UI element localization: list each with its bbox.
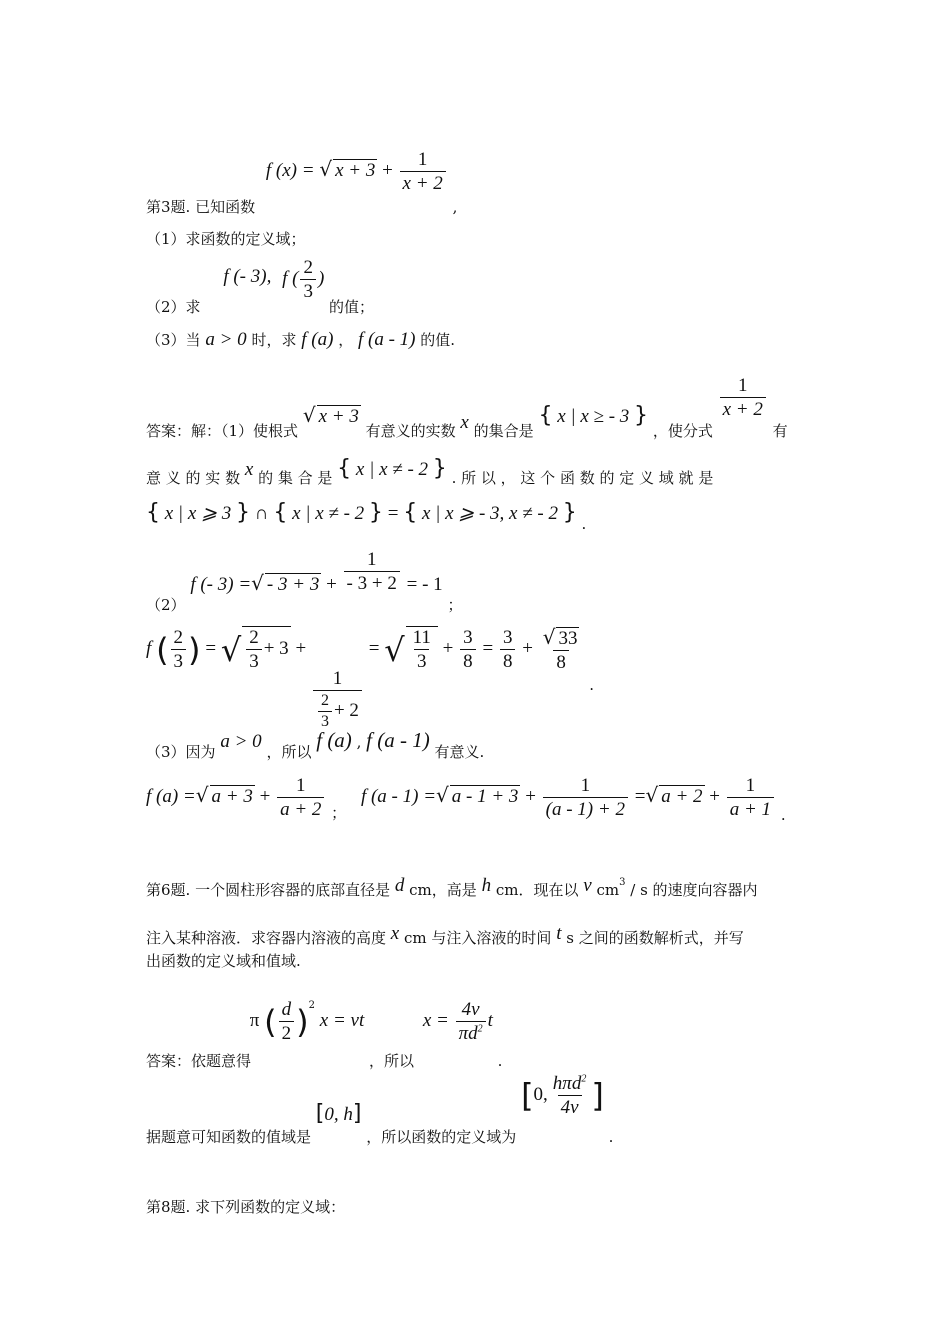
q6-line1: 第6题. 一个圆柱形容器的底部直径是 d cm，高是 h cm．现在以 v $cm^3$ / s 的速度向容器内 [146, 875, 758, 899]
ans6-line2: 据题意可知函数的值域是 [0, h] ，所以函数的定义域为 [0, $\frac{h\pi d^2}{4v}$ ] . [146, 1073, 614, 1146]
q8-title: 第8题. 求下列函数的定义域： [146, 1198, 346, 1216]
ans3-line1: 答案：解：（1）使根式 √ x + 3 有意义的实数 x 的集合是 { x | x ≥ - 3 } ，使分式 $\frac{1}{x + 2}$ 有 [146, 375, 788, 440]
q3-title-line: 第3题. 已知函数 f (x) = √ x + 3 + $\frac{1}{x + 2}$ , [146, 149, 458, 216]
q3-title: 第3题. 已知函数 [146, 197, 256, 216]
ans3-line6: （3）因为 a > 0 ，所以 f (a) , f (a - 1) 有意义. [146, 728, 485, 761]
q6-line3: 出函数的定义域和值域. [146, 952, 301, 970]
ans3-line3: { x | x ⩾ 3 } ∩ { x | x ≠ - 2 } = { x | x ⩾ - 3, x ≠ - 2 } . [146, 500, 587, 533]
ans3-line7: f (a) =√ a + 3 + $\frac{1}{a + 2}$ ； f (a - 1) =√ a - 1 + 3 + $\frac{1}{(a - 1) + 2}$ =√ a + 2 + $\frac{1}{a + 1}$ . [146, 775, 786, 824]
q3-part1: （1）求函数的定义域； [146, 230, 306, 248]
ans3-line4: （2） f (- 3) =√ - 3 + 3 + $\frac{1}{- 3 + 2}$ = - 1 ； [146, 549, 463, 614]
ans3-line2: 意 义 的 实 数 x 的 集 合 是 { x | x ≠ - 2 } . 所 以 ， 这 个 函 数 的 定 义 域 就 是 [146, 456, 714, 487]
ans6-line1: 答案：依题意得 π ( $\frac{d}{2}$ )$^2$ x = vt ，所以 x = $\frac{4v}{\pi d^2}$ t . [146, 999, 503, 1070]
q3-part3: （3）当 a > 0 时，求 f (a) ， f (a - 1) 的值. [146, 329, 456, 350]
q6-line2: 注入某种溶液．求容器内溶液的高度 x cm 与注入溶液的时间 t s 之间的函数解析式，并写 [146, 923, 744, 947]
q3-part2: （2）求 f (- 3), f ( $\frac{2}{3}$ ) 的值； [146, 257, 375, 316]
ans3-line5: f ( $\frac{2}{3}$ ) = √ $\frac{2}{3}$ + 3 + 1 $\frac{2}{3}$ + 2 = √ $\frac{11}{3}$ + $\frac{3}{8}$ = $\frac{3}{8}$ + $\frac{√ 33}{8}$ . [146, 625, 595, 730]
q3-formula: f (x) = √ x + 3 + $\frac{1}{x + 2}$ [266, 150, 448, 193]
